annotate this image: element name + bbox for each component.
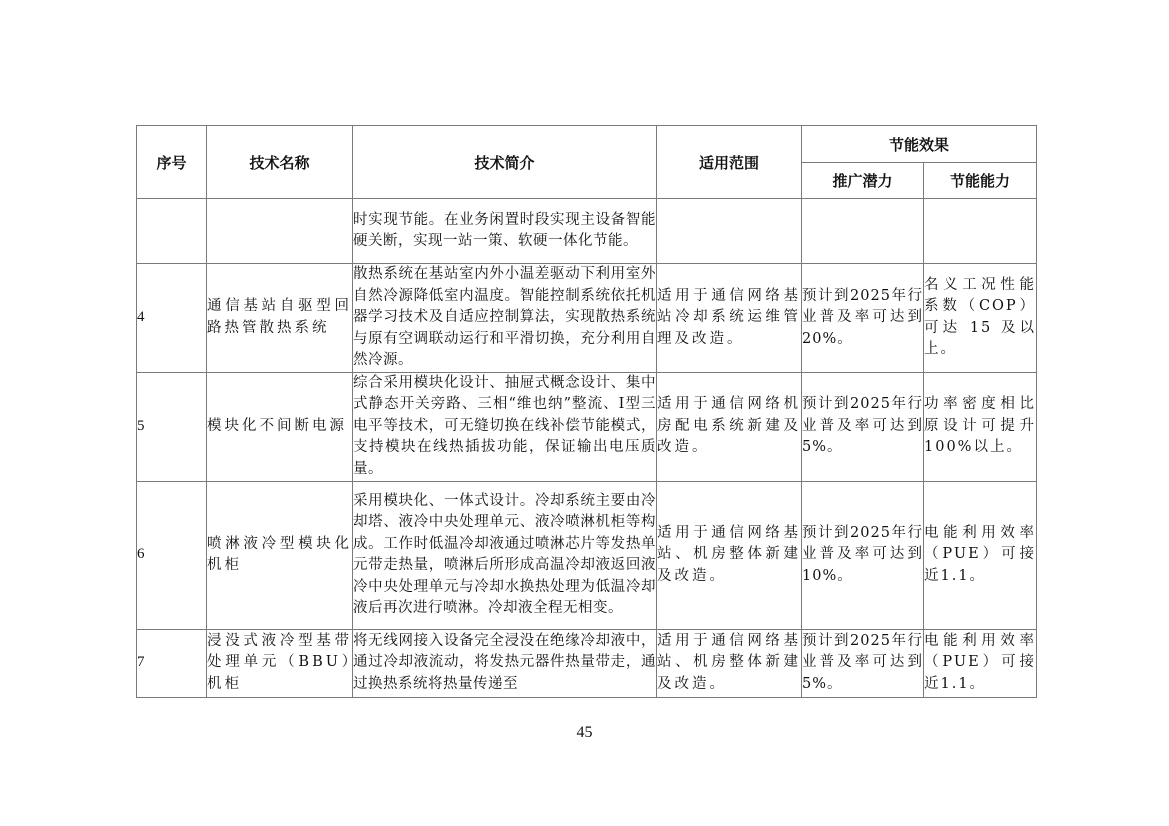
cell-intro: 时实现节能。在业务闲置时段实现主设备智能硬关断，实现一站一策、软硬一体化节能。 <box>353 199 657 264</box>
cell-ability: 电能利用效率（PUE）可接近1.1。 <box>924 481 1037 629</box>
cell-seq: 6 <box>137 481 207 629</box>
cell-ability <box>924 199 1037 264</box>
cell-name: 喷淋液冷型模块化机柜 <box>207 481 353 629</box>
cell-scope: 适用于通信网络基站、机房整体新建及改造。 <box>657 629 802 697</box>
header-scope: 适用范围 <box>657 126 802 199</box>
cell-promotion: 预计到2025年行业普及率可达到20%。 <box>802 264 924 373</box>
cell-scope: 适用于通信网络机房配电系统新建及改造。 <box>657 372 802 481</box>
cell-promotion: 预计到2025年行业普及率可达到10%。 <box>802 481 924 629</box>
cell-promotion: 预计到2025年行业普及率可达到5%。 <box>802 629 924 697</box>
cell-seq: 5 <box>137 372 207 481</box>
cell-name: 模块化不间断电源 <box>207 372 353 481</box>
cell-scope <box>657 199 802 264</box>
header-effect: 节能效果 <box>802 126 1037 163</box>
table-row <box>137 629 1037 697</box>
cell-scope: 适用于通信网络基站冷却系统运维管理及改造。 <box>657 264 802 373</box>
cell-promotion <box>802 199 924 264</box>
cell-intro: 采用模块化、一体式设计。冷却系统主要由冷却塔、液冷中央处理单元、液冷喷淋机柜等构成。工作时低温冷却液通过喷淋芯片等发热单元带走热量，喷淋后所形成高温冷却液返回液冷中央处理单元与冷却水换热处理为低温冷却液后再次进行喷淋。冷却液全程无相变。 <box>353 481 657 629</box>
cell-name <box>207 199 353 264</box>
header-intro: 技术简介 <box>353 126 657 199</box>
cell-seq: 4 <box>137 264 207 373</box>
technology-table <box>136 125 1037 698</box>
cell-intro: 综合采用模块化设计、抽屉式概念设计、集中式静态开关旁路、三相“维也纳”整流、I型三电平等技术，可无缝切换在线补偿节能模式，支持模块在线热插拔功能，保证输出电压质量。 <box>353 372 657 481</box>
table-row <box>137 264 1037 373</box>
cell-intro: 散热系统在基站室内外小温差驱动下利用室外自然冷源降低室内温度。智能控制系统依托机器学习技术及自适应控制算法，实现散热系统与原有空调联动运行和平滑切换，充分利用自然冷源。 <box>353 264 657 373</box>
header-name: 技术名称 <box>207 126 353 199</box>
cell-intro: 将无线网接入设备完全浸没在绝缘冷却液中，通过冷却液流动，将发热元器件热量带走，通过换热系统将热量传递至 <box>353 629 657 697</box>
cell-ability: 名义工况性能系数（COP）可达 15 及以上。 <box>924 264 1037 373</box>
cell-name: 浸没式液冷型基带处理单元（BBU）机柜 <box>207 629 353 697</box>
header-promotion: 推广潜力 <box>802 163 924 199</box>
page-number: 45 <box>576 724 593 741</box>
header-seq: 序号 <box>137 126 207 199</box>
table-row <box>137 372 1037 481</box>
cell-seq: 7 <box>137 629 207 697</box>
cell-name: 通信基站自驱型回路热管散热系统 <box>207 264 353 373</box>
header-row-top <box>137 126 1037 163</box>
cell-ability: 电能利用效率（PUE）可接近1.1。 <box>924 629 1037 697</box>
cell-scope: 适用于通信网络基站、机房整体新建及改造。 <box>657 481 802 629</box>
cell-promotion: 预计到2025年行业普及率可达到5%。 <box>802 372 924 481</box>
cell-ability: 功率密度相比原设计可提升 100%以上。 <box>924 372 1037 481</box>
cell-seq <box>137 199 207 264</box>
header-ability: 节能能力 <box>924 163 1037 199</box>
table-row <box>137 481 1037 629</box>
table-row-continuation <box>137 199 1037 264</box>
